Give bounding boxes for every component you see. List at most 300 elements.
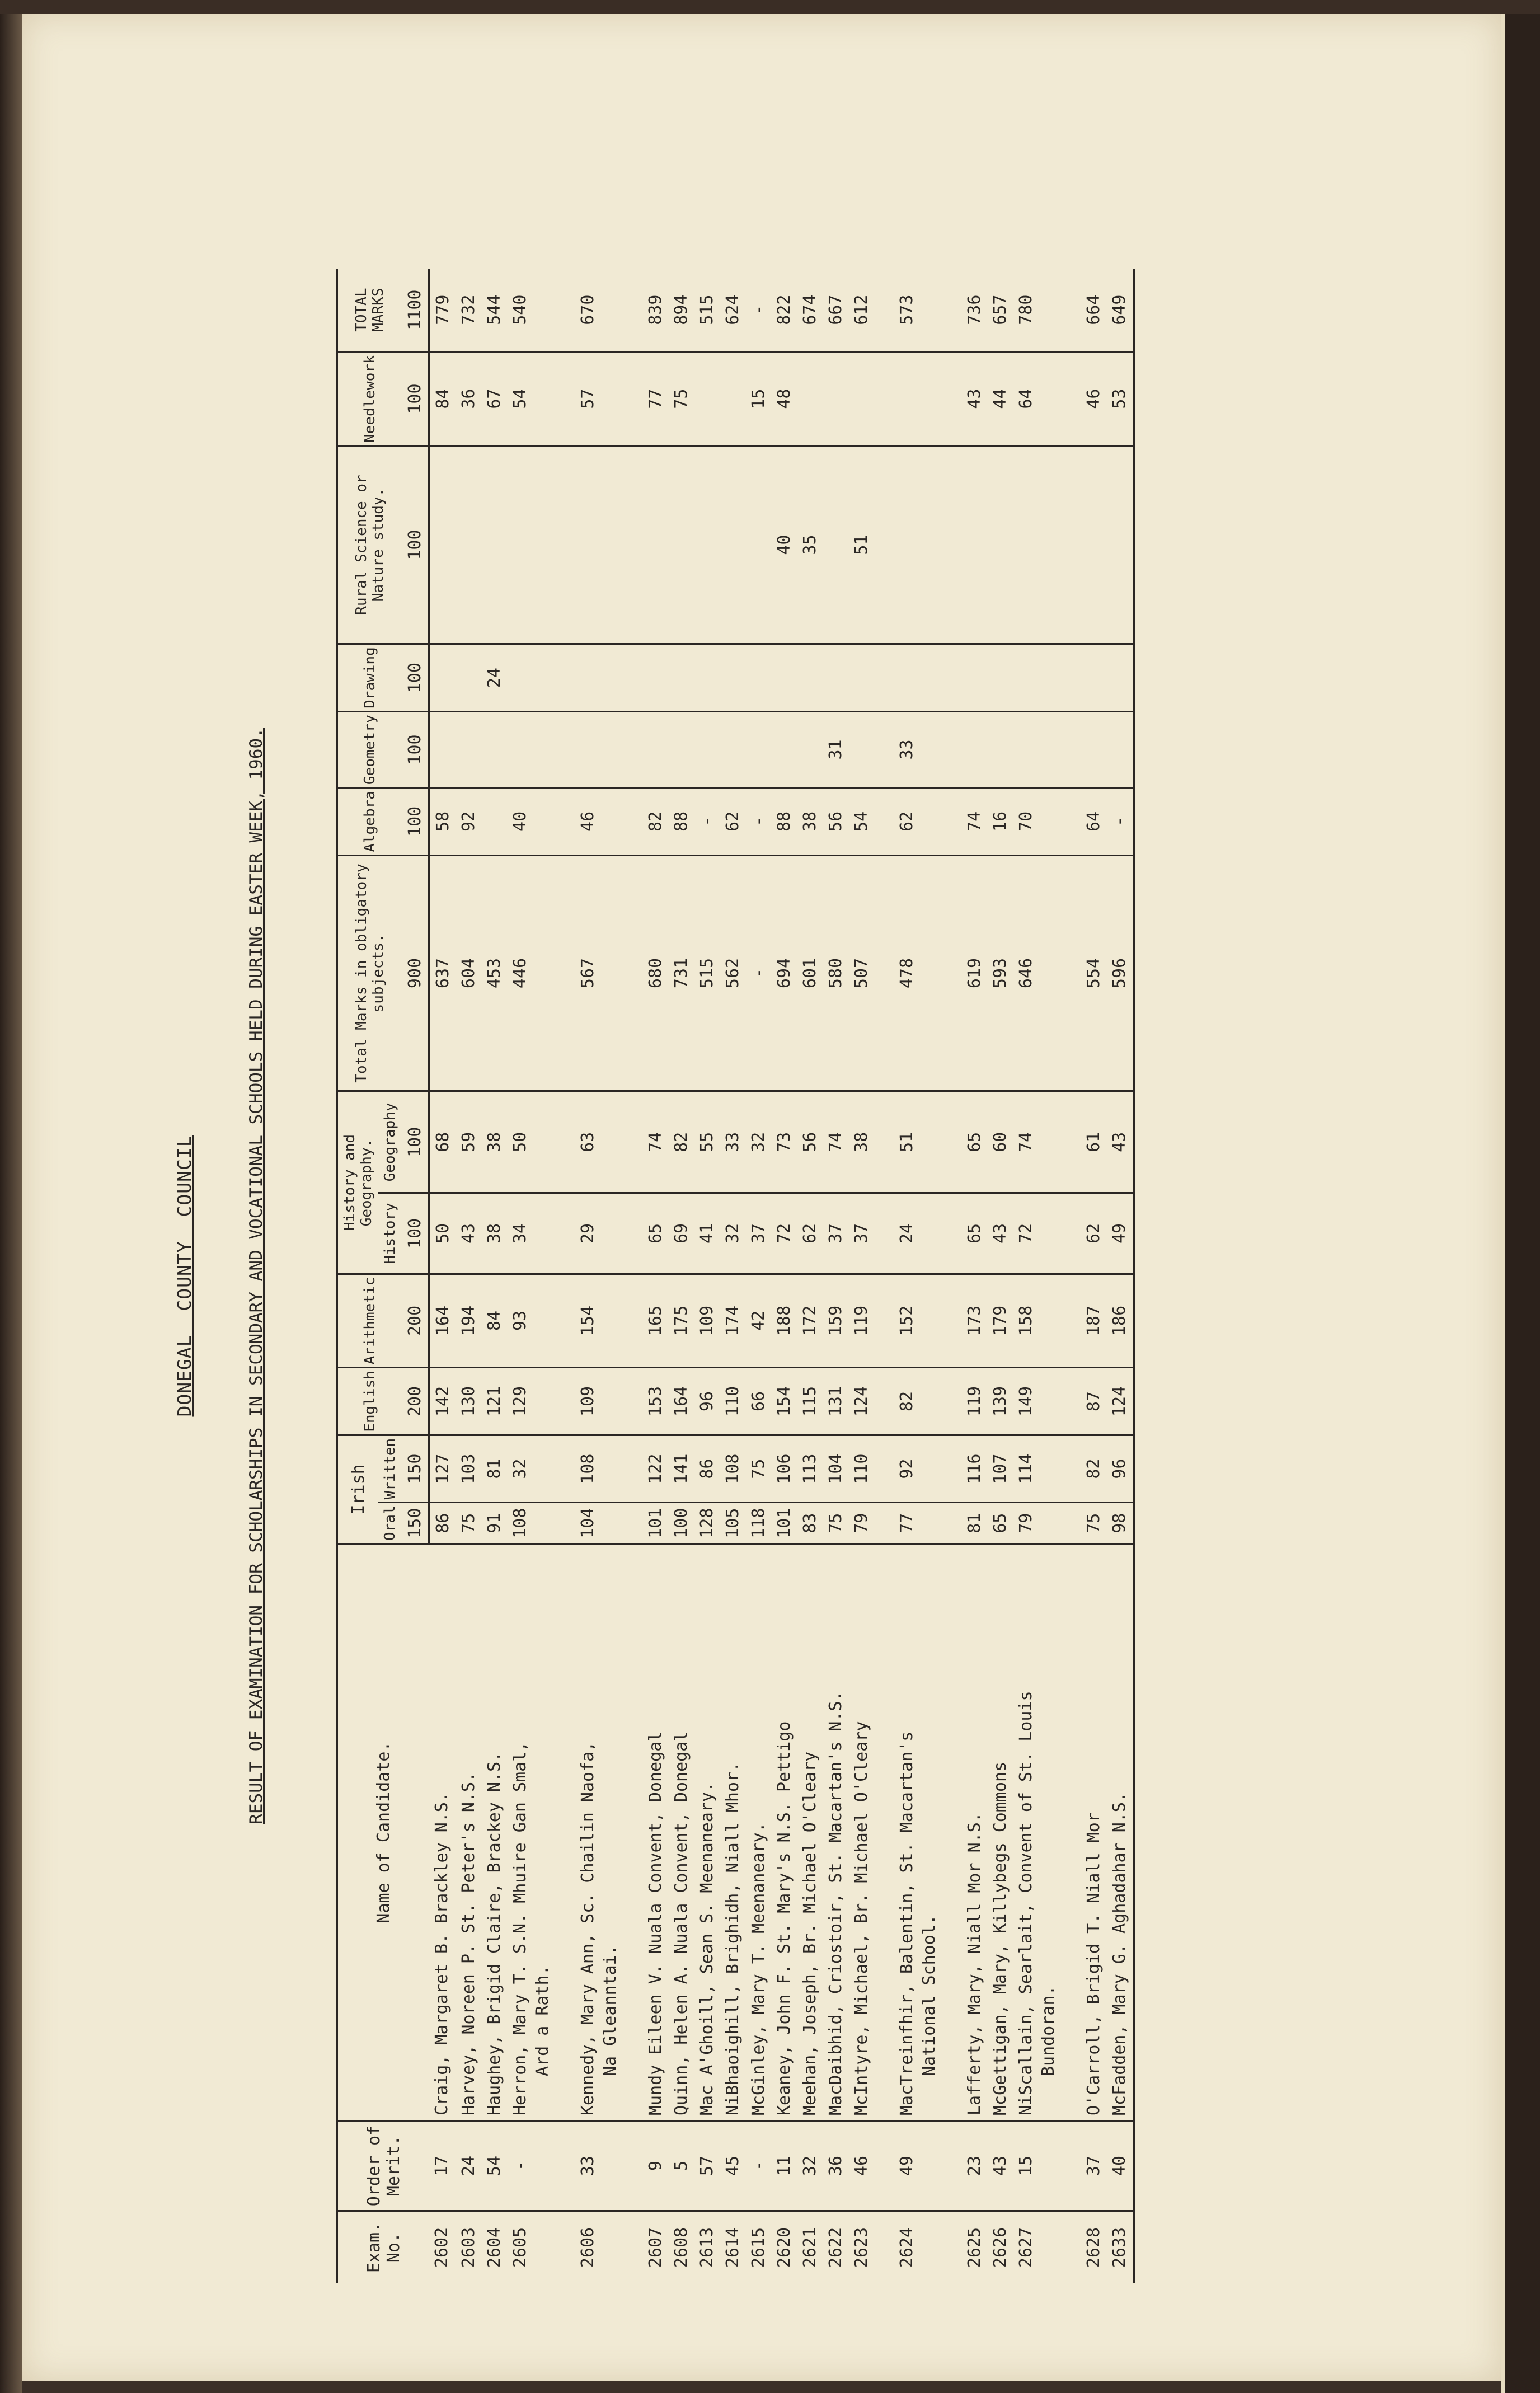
total-marks-cell: 657 [990,294,1010,325]
scan-left-edge [0,14,22,2393]
candidate-address-continued: Na Gleanntai. [600,1945,620,2076]
exam-no-cell: 2620 [772,2211,797,2284]
written-cell: 114 [1013,1435,1062,1503]
drawing-cell [623,644,669,712]
written-cell: 110 [849,1435,875,1503]
oral-cell: 105 [720,1503,746,1544]
written-cell: 104 [823,1435,849,1503]
max-needlework: 100 [402,352,429,446]
max-english: 200 [402,1368,429,1435]
geometry-cell [482,711,508,787]
oral-cell: 81 [942,1503,988,1544]
arithmetic-cell: 174 [720,1274,746,1368]
written-cell: 107 [988,1435,1013,1503]
history-cell: 62 [797,1193,823,1274]
written-cell: 82 [1062,1435,1107,1503]
total-obligatory-cell: 646 [1013,855,1062,1091]
drawing-cell [720,644,746,712]
geography-cell: 55 [694,1091,720,1193]
needlework-cell: 46 [1062,352,1107,446]
max-geography: 100 [402,1091,429,1193]
geometry-cell [456,711,482,787]
english-header: English [337,1368,402,1435]
exam-no-cell: 2606 [556,2211,623,2284]
exam-no-cell: 2624 [875,2211,942,2284]
arithmetic-cell: 42 [746,1274,772,1368]
english-cell: 109 [556,1368,623,1435]
total-obligatory-cell: 580 [823,855,849,1091]
history-cell: 37 [823,1193,849,1274]
total-obligatory-cell: 507 [849,855,875,1091]
header-row-1 [337,269,378,2283]
geometry-cell [508,711,556,787]
geography-cell: 38 [482,1091,508,1193]
rural-science-cell [482,445,508,644]
order-cell: 24 [456,2121,482,2211]
candidate-name: O'Carroll, Brigid T. Niall Mor [1084,1812,1104,2115]
written-cell: 141 [669,1435,694,1503]
total-marks-cell: 839 [646,294,665,325]
candidate-name-cell [1107,1544,1134,2121]
total-obligatory-header: Total Marks in obligatory subjects. [337,855,402,1091]
drawing-cell [875,644,942,712]
geometry-cell [849,711,875,787]
needlework-cell: 36 [456,352,482,446]
oral-cell: 128 [694,1503,720,1544]
max-rural-science: 100 [402,445,429,644]
geography-header: Geography [378,1091,402,1193]
arithmetic-cell: 172 [797,1274,823,1368]
arithmetic-cell: 84 [482,1274,508,1368]
arithmetic-cell: 159 [823,1274,849,1368]
english-cell: 164 [669,1368,694,1435]
arithmetic-cell: 158 [1013,1274,1062,1368]
needlework-cell [823,352,849,446]
table-row [988,269,1013,2283]
max-geometry: 100 [402,711,429,787]
oral-cell: 91 [482,1503,508,1544]
drawing-cell [694,644,720,712]
arithmetic-cell: 154 [556,1274,623,1368]
exam-no-cell: 2604 [482,2211,508,2284]
candidate-name-cell [508,1544,556,2121]
candidate-name-cell [456,1544,482,2121]
written-cell: 108 [720,1435,746,1503]
rural-science-cell: 51 [849,445,875,644]
geometry-cell [669,711,694,787]
algebra-cell: - [694,788,720,856]
order-cell: 11 [772,2121,797,2211]
candidate-name-cell [720,1544,746,2121]
english-cell: 96 [694,1368,720,1435]
table-row [823,269,849,2283]
rural-science-cell [988,445,1013,644]
order-cell: 54 [482,2121,508,2211]
candidate-name: Herron, Mary T. S.N. Mhuire Gan Smal, [510,1741,530,2115]
english-cell: 82 [875,1368,942,1435]
total-obligatory-cell: 680 [623,855,669,1091]
oral-header: Oral [378,1503,402,1544]
history-cell: 49 [1107,1193,1134,1274]
geography-cell: 43 [1107,1091,1134,1193]
needlework-cell [720,352,746,446]
geometry-cell: 33 [875,711,942,787]
total-marks-cell: 515 [697,294,717,325]
order-cell: 32 [797,2121,823,2211]
order-cell: 57 [694,2121,720,2211]
written-cell: 122 [623,1435,669,1503]
candidate-address-continued: Ard a Rath. [533,1965,552,2076]
total-marks-cell: 670 [578,294,598,325]
rural-science-cell: 35 [797,445,823,644]
drawing-header: Drawing [337,644,402,712]
order-cell: 33 [556,2121,623,2211]
candidate-name: Harvey, Noreen P. St. Peter's N.S. [459,1771,478,2115]
table-row [508,269,556,2283]
drawing-cell [849,644,875,712]
rural-science-cell [746,445,772,644]
history-cell: 41 [694,1193,720,1274]
geometry-header: Geometry [337,711,402,787]
scan-top-edge [0,0,1540,14]
table-row [482,269,508,2283]
arithmetic-header: Arithmetic [337,1274,402,1368]
candidate-name-cell [875,1544,942,2121]
arithmetic-cell: 173 [942,1274,988,1368]
needlework-cell: 53 [1107,352,1134,446]
total-marks-cell: 667 [826,294,846,325]
candidate-name: McGinley, Mary T. Meenaneary. [749,1822,768,2115]
geography-cell: 74 [823,1091,849,1193]
rotated-document [140,235,1360,2317]
algebra-cell: 62 [875,788,942,856]
algebra-cell: 88 [669,788,694,856]
exam-no-cell: 2633 [1107,2211,1134,2284]
candidate-name-cell [482,1544,508,2121]
needlework-cell: 54 [508,352,556,446]
results-body [429,269,1134,2283]
oral-cell: 104 [556,1503,623,1544]
candidate-name-cell [823,1544,849,2121]
candidate-name-cell [429,1544,456,2121]
arithmetic-cell: 109 [694,1274,720,1368]
exam-no-cell: 2628 [1062,2211,1107,2284]
history-cell: 38 [482,1193,508,1274]
geography-cell: 33 [720,1091,746,1193]
table-row [875,269,942,2283]
oral-cell: 118 [746,1503,772,1544]
rural-science-cell [720,445,746,644]
rural-science-cell [823,445,849,644]
rural-science-cell [456,445,482,644]
order-cell: 36 [823,2121,849,2211]
written-header: Written [378,1435,402,1503]
total-obligatory-cell: - [746,855,772,1091]
rural-science-header: Rural Science or Nature study. [337,445,402,644]
algebra-cell: 38 [797,788,823,856]
geography-cell: 38 [849,1091,875,1193]
total-marks-cell: 894 [672,294,691,325]
candidate-name: Quinn, Helen A. Nuala Convent, Donegal [672,1731,691,2115]
needlework-cell: 77 [623,352,669,446]
order-cell: 43 [988,2121,1013,2211]
exam-no-cell: 2625 [942,2211,988,2284]
table-row [720,269,746,2283]
table-row [746,269,772,2283]
history-cell: 43 [456,1193,482,1274]
needlework-cell: 15 [746,352,772,446]
arithmetic-cell: 93 [508,1274,556,1368]
oral-cell: 108 [508,1503,556,1544]
arithmetic-cell: 187 [1062,1274,1107,1368]
history-cell: 24 [875,1193,942,1274]
history-cell: 69 [669,1193,694,1274]
geography-cell: 65 [942,1091,988,1193]
english-cell: 87 [1062,1368,1107,1435]
geography-cell: 51 [875,1091,942,1193]
geography-cell: 56 [797,1091,823,1193]
oral-cell: 79 [849,1503,875,1544]
order-cell: 40 [1107,2121,1134,2211]
needlework-cell: 67 [482,352,508,446]
table-row [942,269,988,2283]
order-cell: 45 [720,2121,746,2211]
geography-cell: 82 [669,1091,694,1193]
drawing-cell [942,644,988,712]
algebra-header: Algebra [337,788,402,856]
order-cell: 15 [1013,2121,1062,2211]
total-obligatory-cell: 593 [988,855,1013,1091]
candidate-name-cell [988,1544,1013,2121]
needlework-cell [797,352,823,446]
algebra-cell: 64 [1062,788,1107,856]
drawing-cell [508,644,556,712]
drawing-cell [456,644,482,712]
geography-cell: 61 [1062,1091,1107,1193]
arithmetic-cell: 119 [849,1274,875,1368]
order-cell: 5 [669,2121,694,2211]
english-cell: 139 [988,1368,1013,1435]
scan-right-edge [1505,14,1540,2393]
exam-no-header: Exam. No. [337,2211,429,2284]
rural-science-cell [669,445,694,644]
oral-cell: 98 [1107,1503,1134,1544]
needlework-cell: 75 [669,352,694,446]
drawing-cell [988,644,1013,712]
oral-cell: 101 [772,1503,797,1544]
history-cell: 72 [772,1193,797,1274]
algebra-cell: 40 [508,788,556,856]
needlework-cell: 57 [556,352,623,446]
total-marks-cell: 732 [459,294,478,325]
english-cell: 131 [823,1368,849,1435]
candidate-name-cell [772,1544,797,2121]
needlework-cell: 44 [988,352,1013,446]
english-cell: 154 [772,1368,797,1435]
needlework-cell [849,352,875,446]
geometry-cell [1107,711,1134,787]
oral-cell: 65 [988,1503,1013,1544]
max-arithmetic: 200 [402,1274,429,1368]
history-cell: 43 [988,1193,1013,1274]
geography-cell: 59 [456,1091,482,1193]
council-name: DONEGAL COUNTY COUNCIL [173,1135,195,1417]
oral-cell: 75 [823,1503,849,1544]
table-row [556,269,623,2283]
english-cell: 130 [456,1368,482,1435]
table-row [456,269,482,2283]
geometry-cell [556,711,623,787]
drawing-cell [1013,644,1062,712]
geometry-cell [942,711,988,787]
exam-no-cell: 2623 [849,2211,875,2284]
order-cell: 23 [942,2121,988,2211]
history-header: History [378,1193,402,1274]
oral-cell: 75 [1062,1503,1107,1544]
max-written: 150 [402,1435,429,1503]
total-obligatory-cell: 515 [694,855,720,1091]
geography-cell: 74 [623,1091,669,1193]
written-cell: 127 [429,1435,456,1503]
rural-science-cell [942,445,988,644]
candidate-name-cell [849,1544,875,2121]
table-row [1013,269,1062,2283]
needlework-cell [875,352,942,446]
history-cell: 37 [746,1193,772,1274]
oral-cell: 101 [623,1503,669,1544]
history-cell: 50 [429,1193,456,1274]
geometry-cell [623,711,669,787]
candidate-name-cell [1062,1544,1107,2121]
candidate-name-cell [669,1544,694,2121]
history-geography-header: History and Geography. [337,1091,378,1274]
geography-cell: 74 [1013,1091,1062,1193]
rural-science-cell: 40 [772,445,797,644]
algebra-cell [482,788,508,856]
exam-no-cell: 2614 [720,2211,746,2284]
total-obligatory-cell: 619 [942,855,988,1091]
algebra-cell: 88 [772,788,797,856]
candidate-name: Kennedy, Mary Ann, Sc. Chailin Naofa, [578,1741,598,2115]
table-row [797,269,823,2283]
geography-cell: 60 [988,1091,1013,1193]
drawing-cell [746,644,772,712]
exam-no-cell: 2608 [669,2211,694,2284]
total-obligatory-cell: 562 [720,855,746,1091]
max-total-obligatory: 900 [402,855,429,1091]
exam-no-cell: 2615 [746,2211,772,2284]
rural-science-cell [556,445,623,644]
table-row [623,269,669,2283]
total-marks-cell: 674 [800,294,820,325]
oral-cell: 100 [669,1503,694,1544]
rural-science-cell [429,445,456,644]
max-oral: 150 [402,1503,429,1544]
candidate-name: Keaney, John F. St. Mary's N.S. Pettigo [774,1721,794,2115]
algebra-cell: - [746,788,772,856]
algebra-cell: 16 [988,788,1013,856]
total-marks-cell: 822 [774,294,794,325]
table-row [694,269,720,2283]
document-subtitle: RESULT OF EXAMINATION FOR SCHOLARSHIPS IN SECONDARY AND VOCATIONAL SCHOOLS HELD DURING EASTER WEEK, 1960. [246,728,266,1824]
english-cell: 124 [849,1368,875,1435]
candidate-name-cell [797,1544,823,2121]
history-cell: 65 [942,1193,988,1274]
drawing-cell [429,644,456,712]
rural-science-cell [1107,445,1134,644]
table-row [429,269,456,2283]
candidate-name-cell [746,1544,772,2121]
algebra-cell: 62 [720,788,746,856]
order-cell: - [508,2121,556,2211]
candidate-name: McIntyre, Michael, Br. Michael O'Cleary [852,1721,871,2115]
max-total: 1100 [402,269,429,352]
history-cell: 62 [1062,1193,1107,1274]
candidate-name: Lafferty, Mary, Niall Mor N.S. [965,1812,984,2115]
exam-no-cell: 2603 [456,2211,482,2284]
candidate-name: Haughey, Brigid Claire, Brackey N.S. [485,1751,504,2115]
total-marks-cell: 612 [852,294,871,325]
table-row [1062,269,1107,2283]
needlework-cell [694,352,720,446]
drawing-cell [772,644,797,712]
total-obligatory-cell: 453 [482,855,508,1091]
candidate-name-cell [942,1544,988,2121]
candidate-name: MacDaibhid, Criostoir, St. Macartan's N.S. [826,1691,846,2115]
table-row [1107,269,1134,2283]
arithmetic-cell: 164 [429,1274,456,1368]
total-obligatory-cell: 596 [1107,855,1134,1091]
geometry-cell [746,711,772,787]
candidate-name: Meehan, Joseph, Br. Michael O'Cleary [800,1751,820,2115]
total-obligatory-cell: 637 [429,855,456,1091]
drawing-cell [797,644,823,712]
algebra-cell: 70 [1013,788,1062,856]
total-obligatory-cell: 694 [772,855,797,1091]
needlework-cell: 48 [772,352,797,446]
candidate-name-cell [1013,1544,1062,2121]
geometry-cell [1013,711,1062,787]
candidate-name-cell [694,1544,720,2121]
rural-science-cell [1062,445,1107,644]
written-cell: 106 [772,1435,797,1503]
rural-science-cell [694,445,720,644]
total-marks-cell: 664 [1084,294,1104,325]
geography-cell: 63 [556,1091,623,1193]
table-row [669,269,694,2283]
written-cell: 96 [1107,1435,1134,1503]
history-cell: 29 [556,1193,623,1274]
arithmetic-cell: 175 [669,1274,694,1368]
total-obligatory-cell: 601 [797,855,823,1091]
algebra-cell: 82 [623,788,669,856]
total-marks-cell: 573 [897,294,917,325]
written-cell: 81 [482,1435,508,1503]
english-cell: 66 [746,1368,772,1435]
geometry-cell [1062,711,1107,787]
algebra-cell: 46 [556,788,623,856]
total-marks-cell: - [749,304,768,315]
drawing-cell [1062,644,1107,712]
candidate-name: MacTreinfhir, Balentin, St. Macartan's [897,1731,917,2115]
exam-no-cell: 2605 [508,2211,556,2284]
candidate-name: Mundy Eileen V. Nuala Convent, Donegal [646,1731,665,2115]
english-cell: 115 [797,1368,823,1435]
drawing-cell [556,644,623,712]
drawing-cell: 24 [482,644,508,712]
total-obligatory-cell: 554 [1062,855,1107,1091]
total-obligatory-cell: 478 [875,855,942,1091]
